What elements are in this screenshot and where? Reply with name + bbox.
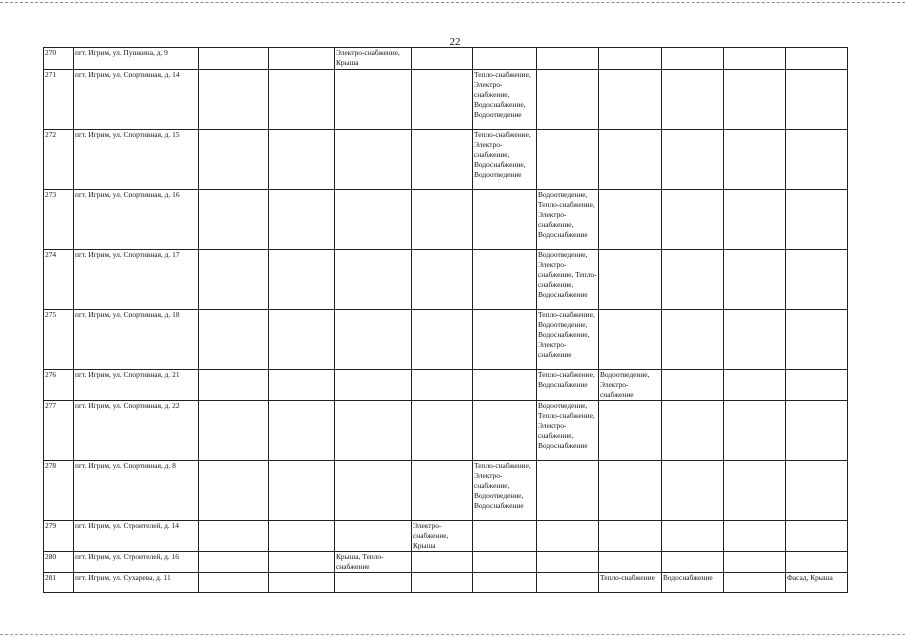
row-number: 270 bbox=[44, 48, 74, 70]
work-cell bbox=[724, 521, 786, 552]
work-cell bbox=[786, 250, 848, 310]
work-cell bbox=[412, 401, 473, 461]
work-cell bbox=[335, 573, 412, 593]
row-number: 278 bbox=[44, 461, 74, 521]
work-cell bbox=[537, 70, 599, 130]
work-cell: Фасад, Крыша bbox=[786, 573, 848, 593]
work-cell bbox=[473, 521, 537, 552]
work-cell bbox=[599, 521, 662, 552]
table-row bbox=[44, 461, 848, 521]
work-cell bbox=[473, 310, 537, 370]
work-cell bbox=[724, 250, 786, 310]
work-cell: Тепло-снабжение, Электро-снабжение, Водоотведение, Водоснабжение bbox=[473, 461, 537, 521]
table-row bbox=[44, 573, 848, 593]
work-cell: Электро-снабжение, Крыша bbox=[335, 48, 412, 70]
work-cell bbox=[599, 401, 662, 461]
work-cell bbox=[412, 70, 473, 130]
work-cell bbox=[269, 521, 335, 552]
work-cell bbox=[724, 310, 786, 370]
work-cell bbox=[537, 48, 599, 70]
work-cell bbox=[662, 310, 724, 370]
work-cell bbox=[599, 552, 662, 573]
row-number: 275 bbox=[44, 310, 74, 370]
work-cell bbox=[335, 521, 412, 552]
work-cell bbox=[199, 552, 269, 573]
work-cell bbox=[599, 190, 662, 250]
work-cell: Тепло-снабжение, Электро-снабжение, Водоснабжение, Водоотведение bbox=[473, 130, 537, 190]
repair-schedule-table bbox=[43, 47, 848, 593]
row-address: пгт. Игрим, ул. Строителей, д. 16 bbox=[74, 552, 199, 573]
work-cell bbox=[199, 370, 269, 401]
work-cell bbox=[599, 250, 662, 310]
page-number: 22 bbox=[449, 36, 461, 48]
work-cell: Электро-снабжение, Крыша bbox=[412, 521, 473, 552]
work-cell bbox=[724, 461, 786, 521]
work-cell bbox=[412, 573, 473, 593]
work-cell bbox=[662, 130, 724, 190]
work-cell bbox=[412, 130, 473, 190]
work-cell bbox=[473, 190, 537, 250]
work-cell bbox=[786, 130, 848, 190]
work-cell bbox=[199, 521, 269, 552]
work-cell bbox=[662, 190, 724, 250]
row-number: 277 bbox=[44, 401, 74, 461]
work-cell bbox=[335, 250, 412, 310]
work-cell bbox=[335, 190, 412, 250]
work-cell bbox=[335, 70, 412, 130]
work-cell bbox=[724, 70, 786, 130]
table-row bbox=[44, 48, 848, 70]
work-cell bbox=[412, 461, 473, 521]
row-address: пгт. Игрим, ул. Спортивная, д. 22 bbox=[74, 401, 199, 461]
work-cell: Водоотведение, Тепло-снабжение, Электро-снабжение, Водоснабжение bbox=[537, 190, 599, 250]
work-cell bbox=[786, 310, 848, 370]
work-cell bbox=[599, 70, 662, 130]
work-cell bbox=[335, 461, 412, 521]
work-cell bbox=[724, 573, 786, 593]
work-cell: Водоотведение, Электро-снабжение bbox=[599, 370, 662, 401]
work-cell bbox=[473, 48, 537, 70]
work-cell: Крыша, Тепло-снабжение bbox=[335, 552, 412, 573]
work-cell bbox=[599, 310, 662, 370]
row-number: 273 bbox=[44, 190, 74, 250]
row-number: 274 bbox=[44, 250, 74, 310]
row-number: 276 bbox=[44, 370, 74, 401]
work-cell bbox=[724, 401, 786, 461]
work-cell bbox=[786, 48, 848, 70]
row-address: пгт. Игрим, ул. Спортивная, д. 18 bbox=[74, 310, 199, 370]
row-number: 279 bbox=[44, 521, 74, 552]
table-row bbox=[44, 130, 848, 190]
work-cell bbox=[537, 461, 599, 521]
work-cell bbox=[599, 48, 662, 70]
row-number: 271 bbox=[44, 70, 74, 130]
row-number: 272 bbox=[44, 130, 74, 190]
table-row bbox=[44, 250, 848, 310]
work-cell bbox=[199, 401, 269, 461]
work-cell bbox=[412, 370, 473, 401]
work-cell bbox=[269, 310, 335, 370]
row-address: пгт. Игрим, ул. Сухарева, д. 11 bbox=[74, 573, 199, 593]
work-cell bbox=[537, 130, 599, 190]
work-cell bbox=[412, 552, 473, 573]
work-cell bbox=[269, 130, 335, 190]
row-address: пгт. Игрим, ул. Спортивная, д. 17 bbox=[74, 250, 199, 310]
table-row bbox=[44, 401, 848, 461]
work-cell bbox=[786, 190, 848, 250]
row-address: пгт. Игрим, ул. Спортивная, д. 14 bbox=[74, 70, 199, 130]
work-cell bbox=[662, 552, 724, 573]
work-cell bbox=[199, 48, 269, 70]
work-cell bbox=[537, 552, 599, 573]
work-cell: Водоснабжение bbox=[662, 573, 724, 593]
work-cell bbox=[786, 70, 848, 130]
work-cell bbox=[786, 461, 848, 521]
table-row bbox=[44, 521, 848, 552]
row-number: 281 bbox=[44, 573, 74, 593]
work-cell bbox=[786, 521, 848, 552]
table-row bbox=[44, 70, 848, 130]
work-cell bbox=[199, 461, 269, 521]
work-cell bbox=[335, 401, 412, 461]
work-cell bbox=[269, 461, 335, 521]
row-address: пгт. Игрим, ул. Спортивная, д. 8 bbox=[74, 461, 199, 521]
work-cell bbox=[537, 573, 599, 593]
work-cell bbox=[199, 70, 269, 130]
work-cell bbox=[335, 310, 412, 370]
work-cell bbox=[199, 250, 269, 310]
work-cell bbox=[537, 521, 599, 552]
work-cell bbox=[599, 130, 662, 190]
work-cell: Водоотведение, Тепло-снабжение, Электро-снабжение, Водоснабжение bbox=[537, 401, 599, 461]
work-cell bbox=[199, 310, 269, 370]
scan-bottom-edge bbox=[0, 634, 905, 635]
work-cell bbox=[412, 310, 473, 370]
work-cell bbox=[724, 130, 786, 190]
work-cell bbox=[786, 401, 848, 461]
work-cell bbox=[473, 573, 537, 593]
row-address: пгт. Игрим, ул. Строителей, д. 14 bbox=[74, 521, 199, 552]
work-cell bbox=[199, 130, 269, 190]
row-address: пгт. Игрим, ул. Спортивная, д. 16 bbox=[74, 190, 199, 250]
table-row bbox=[44, 190, 848, 250]
work-cell bbox=[199, 190, 269, 250]
work-cell bbox=[335, 130, 412, 190]
scan-top-edge bbox=[0, 2, 905, 3]
work-cell bbox=[473, 552, 537, 573]
work-cell bbox=[786, 552, 848, 573]
row-number: 280 bbox=[44, 552, 74, 573]
work-cell: Тепло-снабжение, Электро-снабжение, Водоснабжение, Водоотведение bbox=[473, 70, 537, 130]
work-cell bbox=[724, 370, 786, 401]
work-cell bbox=[662, 461, 724, 521]
work-cell bbox=[662, 401, 724, 461]
work-cell bbox=[269, 250, 335, 310]
work-cell bbox=[412, 250, 473, 310]
row-address: пгт. Игрим, ул. Пушкина, д. 9 bbox=[74, 48, 199, 70]
work-cell bbox=[412, 190, 473, 250]
row-address: пгт. Игрим, ул. Спортивная, д. 21 bbox=[74, 370, 199, 401]
row-address: пгт. Игрим, ул. Спортивная, д. 15 bbox=[74, 130, 199, 190]
work-cell bbox=[662, 48, 724, 70]
work-cell: Тепло-снабжение, Водоотведение, Водоснабжение, Электро-снабжение bbox=[537, 310, 599, 370]
table-row bbox=[44, 310, 848, 370]
work-cell bbox=[269, 190, 335, 250]
work-cell: Водоотведение, Электро-снабжение, Тепло-снабжение, Водоснабжение bbox=[537, 250, 599, 310]
work-cell bbox=[269, 370, 335, 401]
table-row bbox=[44, 552, 848, 573]
work-cell bbox=[599, 461, 662, 521]
work-cell bbox=[269, 48, 335, 70]
work-cell bbox=[724, 552, 786, 573]
table-row bbox=[44, 370, 848, 401]
work-cell bbox=[662, 370, 724, 401]
work-cell bbox=[269, 552, 335, 573]
work-cell bbox=[473, 401, 537, 461]
work-cell bbox=[335, 370, 412, 401]
work-cell bbox=[269, 401, 335, 461]
work-cell bbox=[473, 370, 537, 401]
work-cell bbox=[199, 573, 269, 593]
work-cell bbox=[269, 70, 335, 130]
work-cell bbox=[724, 190, 786, 250]
work-cell bbox=[786, 370, 848, 401]
work-cell bbox=[724, 48, 786, 70]
work-cell bbox=[662, 521, 724, 552]
work-cell bbox=[662, 250, 724, 310]
work-cell bbox=[269, 573, 335, 593]
work-cell: Тепло-снабжение, Водоснабжение bbox=[537, 370, 599, 401]
work-cell bbox=[662, 70, 724, 130]
work-cell bbox=[473, 250, 537, 310]
work-cell bbox=[412, 48, 473, 70]
work-cell: Тепло-снабжение bbox=[599, 573, 662, 593]
